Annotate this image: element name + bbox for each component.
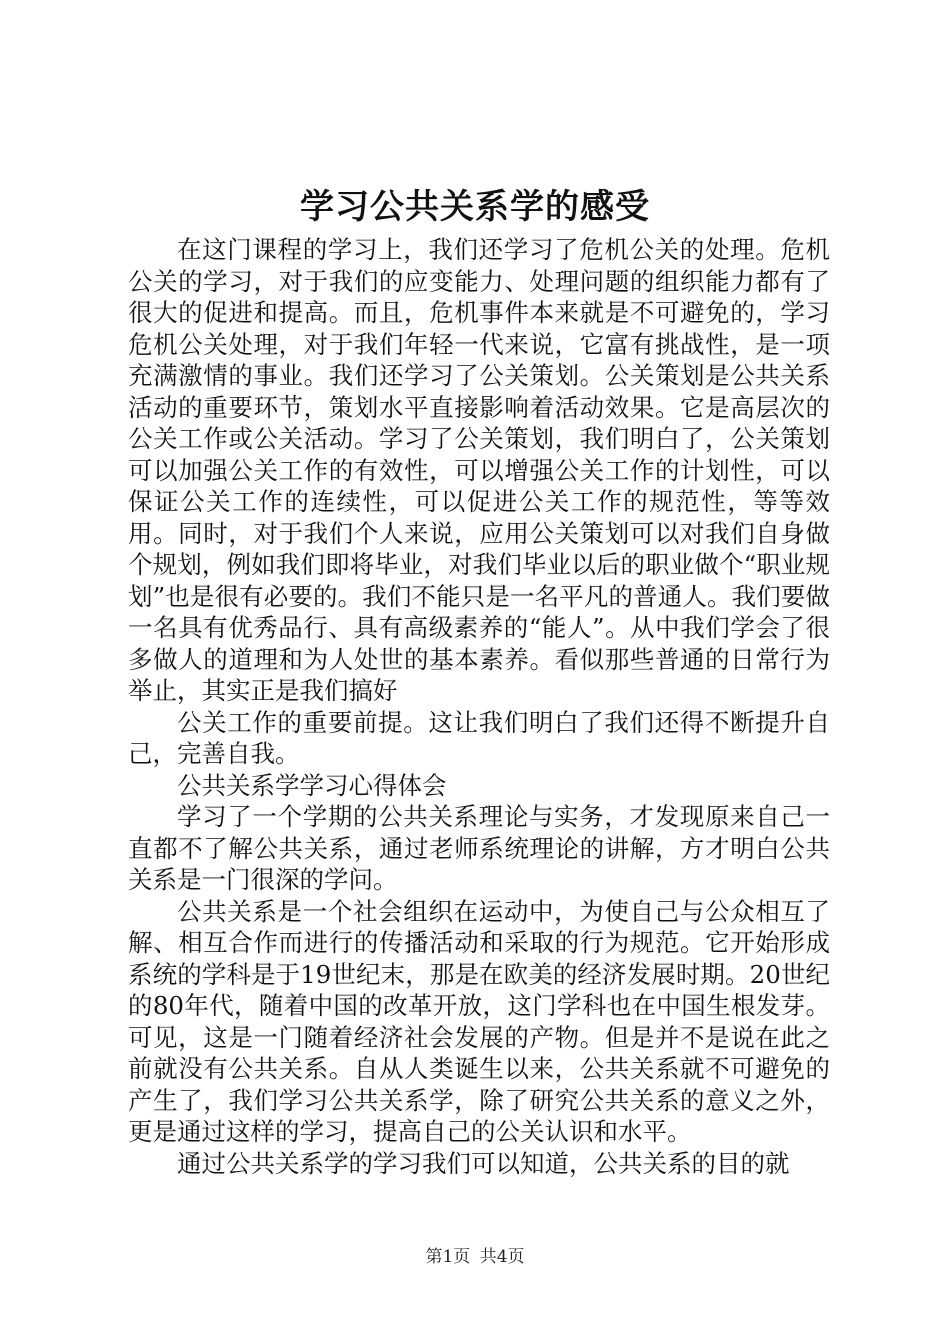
page-total: 共4页 bbox=[479, 1247, 525, 1267]
document-body bbox=[128, 234, 830, 1179]
section-heading: 公共关系学学习心得体会 bbox=[177, 770, 447, 800]
document-title: 学习公共关系学的感受 bbox=[300, 187, 650, 227]
paragraph-pr-definition: 公共关系是一个社会组织在运动中，为使自己与公众相互了解、相互合作而进行的传播活动和采取的行为规范。它开始形成系统的学科是于19世纪末，那是在欧美的经济发展时期。20世纪的80年代，随着中国的改革开放，这门学科也在中国生根发芽。可见，这是一门随着经济社会发展的产物。但是并不是说在此之前就没有公共关系。自从人类诞生以来，公共关系就不可避免的产生了，我们学习公共关系学，除了研究公共关系的意义之外，更是通过这样的学习，提高自己的公关认识和水平。 bbox=[128, 896, 830, 1146]
paragraph-semester-study: 学习了一个学期的公共关系理论与实务，才发现原来自己一直都不了解公共关系，通过老师系统理论的讲解，方才明白公共关系是一门很深的学问。 bbox=[128, 802, 830, 894]
page-footer bbox=[0, 1245, 950, 1269]
paragraph-continuation: 公关工作的重要前提。这让我们明白了我们还得不断提升自己，完善自我。 bbox=[128, 707, 830, 768]
paragraph-pr-purpose: 通过公共关系学的学习我们可以知道，公共关系的目的就 bbox=[177, 1148, 790, 1178]
page-number: 第1页 bbox=[425, 1247, 471, 1267]
paragraph-crisis-pr: 在这门课程的学习上，我们还学习了危机公关的处理。危机公关的学习，对于我们的应变能力、处理问题的组织能力都有了很大的促进和提高。而且，危机事件本来就是不可避免的，学习危机公关处理，对于我们年轻一代来说，它富有挑战性，是一项充满激情的事业。我们还学习了公关策划。公关策划是公共关系活动的重要环节，策划水平直接影响着活动效果。它是高层次的公关工作或公关活动。学习了公关策划，我们明白了，公关策划可以加强公关工作的有效性，可以增强公关工作的计划性，可以保证公关工作的连续性，可以促进公关工作的规范性，等等效用。同时，对于我们个人来说，应用公关策划可以对我们自身做个规划，例如我们即将毕业，对我们毕业以后的职业做个“职业规划”也是很有必要的。我们不能只是一名平凡的普通人。我们要做一名具有优秀品行、具有高级素养的“能人”。从中我们学会了很多做人的道理和为人处世的基本素养。看似那些普通的日常行为举止，其实正是我们搞好 bbox=[128, 235, 830, 705]
